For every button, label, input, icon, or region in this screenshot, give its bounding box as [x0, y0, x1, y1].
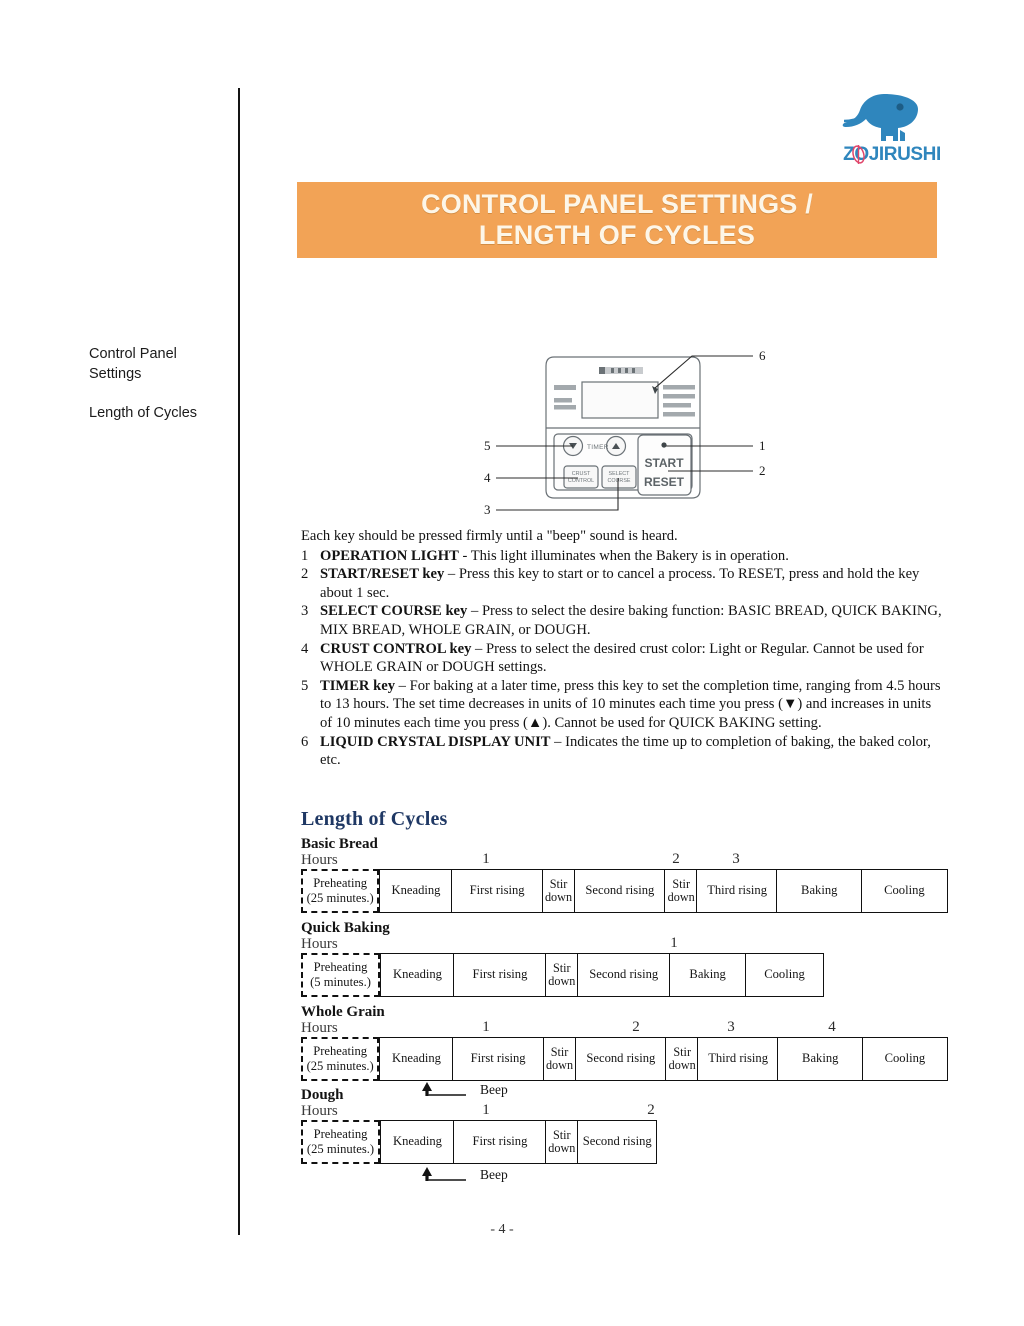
stage-cell-label: Stir	[549, 877, 568, 891]
cycle-stage-bar	[301, 953, 836, 997]
stage-cell: Second rising	[575, 1037, 667, 1081]
stage-cell: First rising	[451, 869, 543, 913]
cycle-stage-bar	[301, 1120, 669, 1164]
beep-arrow-icon	[418, 1080, 476, 1100]
length-of-cycles-heading: Length of Cycles	[301, 808, 448, 830]
stage-cell: Second rising	[577, 1120, 657, 1164]
control-panel-diagram	[478, 338, 783, 523]
zojirushi-logo	[838, 88, 946, 166]
cycle-hours-axis	[301, 1020, 948, 1037]
stage-cell: Third rising	[696, 869, 777, 913]
hours-axis-label: Hours	[301, 1103, 338, 1119]
stage-cell	[545, 953, 579, 997]
hour-tick-label: 1	[482, 1102, 490, 1118]
beep-label: Beep	[480, 1082, 508, 1097]
callout-1: 1	[759, 438, 766, 453]
beep-marker	[418, 1165, 508, 1185]
key-description-item	[301, 547, 945, 566]
stage-cell: Second rising	[574, 869, 666, 913]
hour-tick-label: 3	[727, 1019, 735, 1035]
banner-line-2: LENGTH OF CYCLES	[478, 220, 756, 250]
key-description-item	[301, 640, 945, 677]
item-text: - This light illuminates when the Bakery is in operation.	[458, 547, 789, 564]
stage-cell	[542, 869, 576, 913]
cycle-stage-bar	[301, 869, 948, 913]
cycle-chart-title: Dough	[301, 1087, 344, 1103]
cycle-chart	[301, 1004, 948, 1081]
stage-cell: First rising	[453, 1120, 546, 1164]
stage-cell-preheating	[301, 869, 379, 913]
cycle-stage-bar	[301, 1037, 948, 1081]
item-text: – For baking at a later time, press this key to set the completion time, ranging from 4.5 hours to 13 hours. The set time decreases in units of 10 minutes each time you press (▼) and increases in units of 10 minutes each time you press (▲). Cannot be used for QUICK BAKING setting.	[320, 677, 941, 731]
stage-cell: First rising	[452, 1037, 544, 1081]
hour-tick-label: 1	[482, 851, 490, 867]
item-term: SELECT COURSE key	[320, 603, 468, 620]
item-term: OPERATION LIGHT	[320, 547, 459, 564]
stage-cell: Cooling	[862, 1037, 948, 1081]
margin-note-length-of-cycles: Length of Cycles	[89, 405, 198, 421]
key-description-item	[301, 677, 945, 733]
instructions-body	[301, 527, 945, 770]
stage-cell: First rising	[453, 953, 546, 997]
hour-tick-label: 1	[670, 935, 678, 951]
stage-cell	[665, 1037, 699, 1081]
panel-brand-mark	[599, 367, 643, 374]
stage-cell-preheating	[301, 1037, 379, 1081]
cycle-chart	[301, 920, 836, 997]
stage-cell-label: Stir	[672, 877, 690, 891]
stage-cell: Third rising	[697, 1037, 778, 1081]
beep-marker	[418, 1080, 508, 1100]
stage-cell: Kneading	[380, 953, 455, 997]
hours-axis-label: Hours	[301, 936, 338, 952]
stage-cell-label: down	[667, 890, 695, 904]
cycle-hours-axis	[301, 1103, 669, 1120]
cycle-chart-title: Basic Bread	[301, 836, 378, 852]
item-number: 3	[301, 603, 309, 620]
preheating-label: Preheating	[313, 1127, 368, 1141]
svg-text:SELECT: SELECT	[608, 471, 630, 477]
callout-4: 4	[484, 470, 491, 485]
item-text: – Press to select the desire baking function: BASIC BREAD, QUICK BAKING, MIX BREAD, WHOLE GRAIN, or DOUGH.	[320, 603, 942, 638]
item-number: 6	[301, 733, 309, 750]
stage-cell: Baking	[776, 869, 862, 913]
section-banner	[297, 182, 937, 258]
callout-2: 2	[759, 463, 766, 478]
stage-cell	[664, 869, 698, 913]
hour-tick-label: 3	[732, 851, 740, 867]
stage-cell	[545, 1120, 579, 1164]
svg-text:CONTROL: CONTROL	[567, 478, 595, 484]
hours-axis-label: Hours	[301, 1020, 338, 1036]
stage-cell: Kneading	[379, 869, 452, 913]
stage-cell-label: down	[668, 1058, 696, 1072]
svg-text:START: START	[644, 456, 684, 470]
key-description-item	[301, 602, 945, 639]
stage-cell: Kneading	[379, 1037, 453, 1081]
stage-cell: Kneading	[380, 1120, 455, 1164]
preheating-label: Preheating	[313, 876, 368, 890]
svg-text:RESET: RESET	[643, 475, 685, 489]
item-number: 2	[301, 566, 309, 583]
key-description-item	[301, 565, 945, 602]
preheating-duration: (25 minutes.)	[306, 1059, 374, 1073]
svg-text:TIMER: TIMER	[587, 444, 609, 451]
preheating-label: Preheating	[313, 960, 368, 974]
callout-3: 3	[484, 502, 491, 517]
item-text: – Press to select the desired crust color: Light or Regular. Cannot be used for WHOLE GRAIN or DOUGH settings.	[320, 640, 924, 676]
cycle-chart	[301, 836, 948, 913]
preheating-duration: (25 minutes.)	[306, 1142, 375, 1156]
callout-5: 5	[484, 438, 491, 453]
stage-cell-label: Stir	[553, 961, 571, 975]
hour-tick-label: 1	[482, 1019, 490, 1035]
cycle-hours-axis	[301, 936, 836, 953]
preheating-label: Preheating	[313, 1044, 368, 1058]
hour-tick-label: 2	[647, 1102, 655, 1118]
margin-divider-rule	[238, 88, 240, 1235]
stage-cell: Cooling	[861, 869, 948, 913]
banner-line-1: CONTROL PANEL SETTINGS /	[421, 189, 813, 219]
item-term: CRUST CONTROL key	[320, 640, 472, 657]
margin-note-control-panel-settings: Control Panel Settings	[89, 346, 177, 382]
stage-cell-label: down	[544, 890, 573, 904]
beep-arrow-icon	[418, 1165, 476, 1185]
svg-text:COURSE: COURSE	[607, 478, 631, 484]
item-term: START/RESET key	[320, 566, 445, 583]
hours-axis-label: Hours	[301, 852, 338, 868]
page-number: - 4 -	[490, 1222, 514, 1237]
hour-tick-label: 4	[828, 1019, 836, 1035]
stage-cell-label: down	[548, 974, 576, 988]
item-text: – Indicates the time up to completion of baking, the baked color, etc.	[320, 733, 931, 769]
cycle-chart-title: Quick Baking	[301, 920, 390, 936]
svg-text:ZOJIRUSHI: ZOJIRUSHI	[843, 144, 941, 165]
item-number: 4	[301, 640, 309, 657]
stage-cell-preheating	[301, 1120, 380, 1164]
stage-cell: Baking	[777, 1037, 863, 1081]
stage-cell: Cooling	[745, 953, 824, 997]
key-description-item	[301, 733, 945, 770]
preheating-duration: (25 minutes.)	[306, 891, 374, 905]
stage-cell-label: Stir	[673, 1045, 691, 1059]
cycle-hours-axis	[301, 852, 948, 869]
elephant-icon	[838, 88, 946, 166]
item-number: 1	[301, 547, 309, 564]
item-term: LIQUID CRYSTAL DISPLAY UNIT	[320, 733, 551, 750]
item-text: – Press this key to start or to cancel a process. To RESET, press and hold the key about 1 sec.	[320, 566, 920, 601]
stage-cell-label: Stir	[553, 1128, 571, 1142]
stage-cell-label: down	[545, 1058, 574, 1072]
key-description-list	[301, 547, 945, 770]
hour-tick-label: 2	[672, 851, 680, 867]
instructions-lead: Each key should be pressed firmly until a "beep" sound is heard.	[301, 528, 678, 544]
stage-cell	[543, 1037, 577, 1081]
cycle-chart-title: Whole Grain	[301, 1004, 385, 1020]
svg-text:CRUST: CRUST	[571, 471, 591, 477]
stage-cell-label: down	[548, 1141, 576, 1155]
item-number: 5	[301, 677, 309, 694]
preheating-duration: (5 minutes.)	[310, 975, 371, 989]
item-term: TIMER key	[320, 677, 395, 694]
stage-cell-label: Stir	[550, 1045, 569, 1059]
beep-label: Beep	[480, 1167, 508, 1182]
operation-light-dot	[661, 442, 666, 447]
stage-cell: Second rising	[577, 953, 670, 997]
stage-cell: Baking	[669, 953, 747, 997]
callout-6: 6	[759, 348, 766, 363]
stage-cell-preheating	[301, 953, 380, 997]
hour-tick-label: 2	[632, 1019, 640, 1035]
